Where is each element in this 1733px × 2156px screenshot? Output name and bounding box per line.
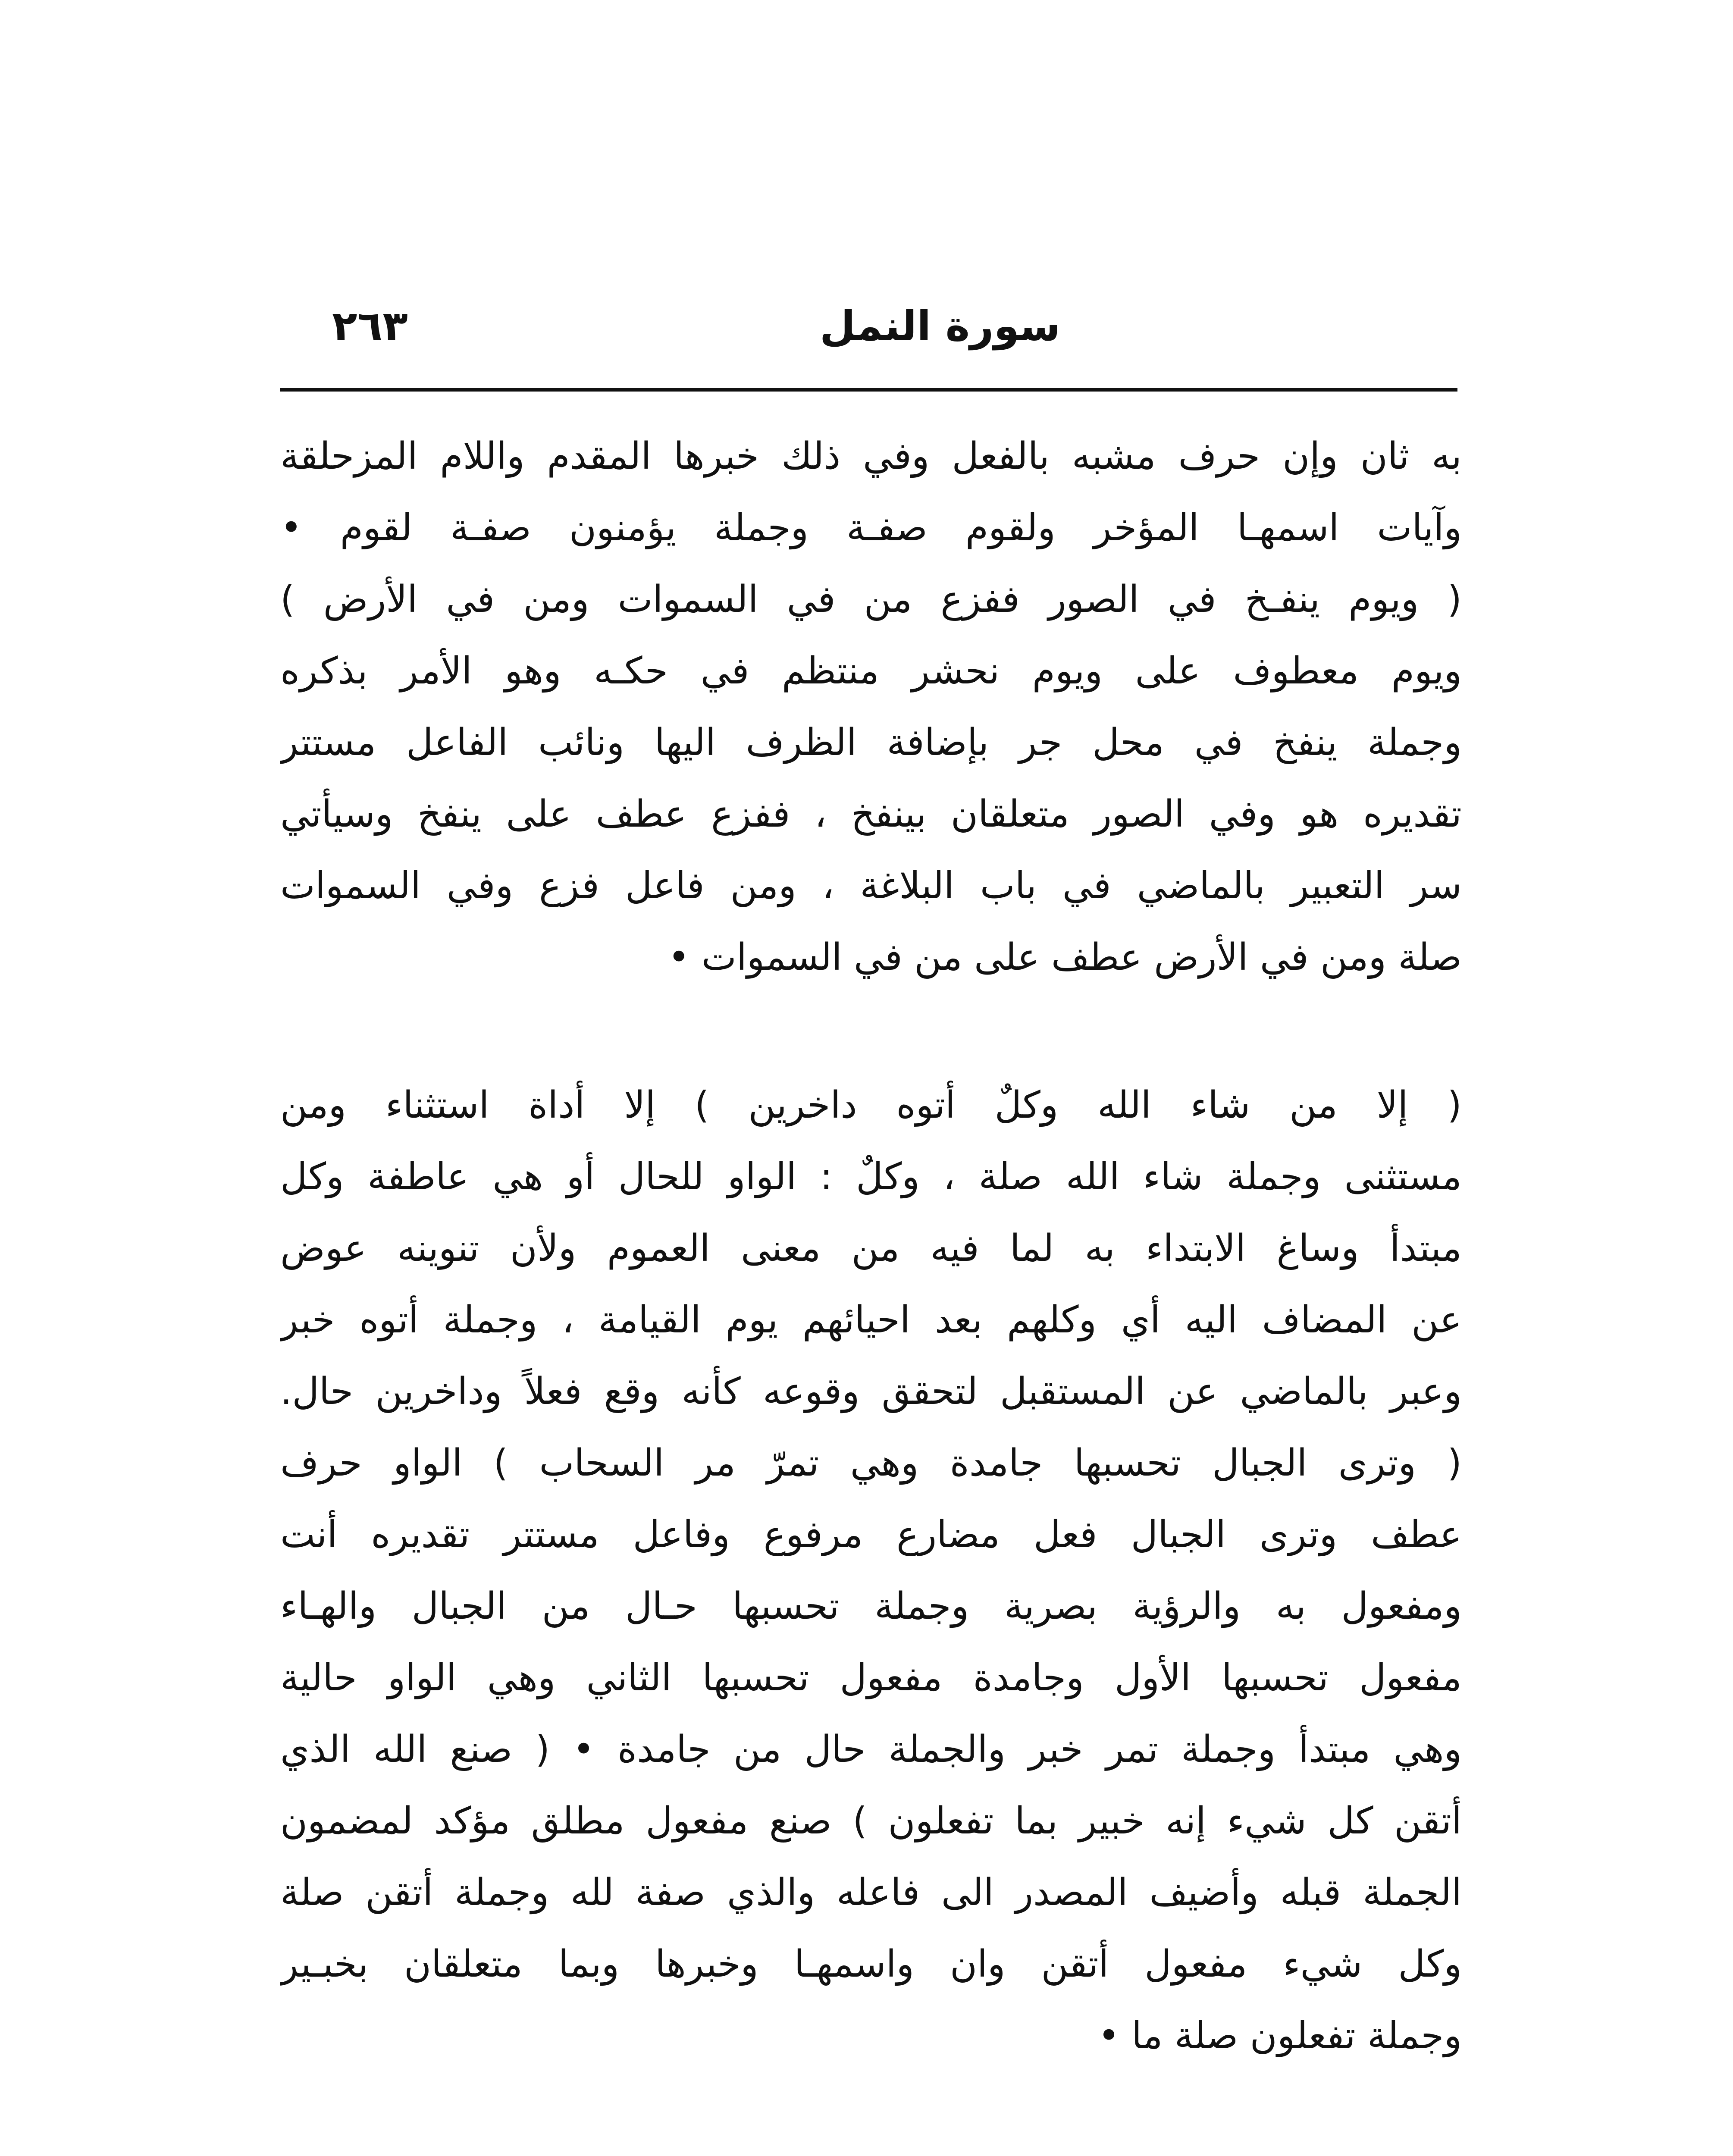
text-line: سر التعبير بالماضي في باب البلاغة ، ومن فاعل فزع وفي السموات <box>280 864 1462 907</box>
text-line: صلة ومن في الأرض عطف على من في السموات • <box>668 936 1462 979</box>
text-line: ( وترى الجبال تحسبها جامدة وهي تمرّ مر السحاب ) الواو حرف <box>280 1442 1462 1485</box>
text-line: مبتدأ وساغ الابتداء به لما فيه من معنى العموم ولأن تنوينه عوض <box>280 1227 1462 1270</box>
text-line: به ثان وإن حرف مشبه بالفعل وفي ذلك خبرها المقدم واللام المزحلقة <box>280 435 1462 478</box>
page-header <box>280 293 1457 379</box>
page-number: ٢٦٣ <box>332 302 408 350</box>
text-line: ومفعول به والرؤية بصرية وجملة تحسبها حـال من الجبال والهـاء <box>280 1585 1462 1628</box>
paragraph-1 <box>280 420 1462 993</box>
text-line: مستثنى وجملة شاء الله صلة ، وكلٌ : الواو للحال أو هي عاطفة وكل <box>280 1155 1462 1198</box>
surah-title: سورة النمل <box>819 302 1061 350</box>
text-line: وجملة ينفخ في محل جر بإضافة الظرف اليها ونائب الفاعل مستتر <box>280 721 1462 764</box>
text-line: وهي مبتدأ وجملة تمر خبر والجملة حال من جامدة • ( صنع الله الذي <box>280 1728 1462 1771</box>
text-line: تقديره هو وفي الصور متعلقان بينفخ ، ففزع عطف على ينفخ وسيأتي <box>280 793 1462 836</box>
text-line: أتقن كل شيء إنه خبير بما تفعلون ) صنع مفعول مطلق مؤكد لمضمون <box>280 1799 1462 1843</box>
text-line: وكل شيء مفعول أتقن وان واسمهـا وخبرها وبما متعلقان بخبـير <box>280 1943 1462 1986</box>
text-line: مفعول تحسبها الأول وجامدة مفعول تحسبها الثاني وهي الواو حالية <box>280 1656 1462 1699</box>
text-line: ( إلا من شاء الله وكلٌ أتوه داخرين ) إلا أداة استثناء ومن <box>280 1084 1462 1127</box>
text-line: ويوم معطوف على ويوم نحشر منتظم في حكـه وهو الأمر بذكره <box>280 649 1462 693</box>
text-line: الجملة قبله وأضيف المصدر الى فاعله والذي صفة لله وجملة أتقن صلة <box>280 1871 1462 1914</box>
text-line: وآيات اسمهـا المؤخر ولقوم صفـة وجملة يؤمنون صفـة لقوم • <box>280 506 1462 549</box>
text-line: وجملة تفعلون صلة ما • <box>1098 2014 1462 2057</box>
text-line: وعبر بالماضي عن المستقبل لتحقق وقوعه كأنه وقع فعلاً وداخرين حال. <box>280 1370 1462 1413</box>
text-line: عن المضاف اليه أي وكلهم بعد احيائهم يوم القيامة ، وجملة أتوه خبر <box>280 1298 1462 1341</box>
text-line: ( ويوم ينفـخ في الصور ففزع من في السموات ومن في الأرض ) <box>280 578 1462 621</box>
paragraph-2 <box>280 1069 1462 2071</box>
header-rule <box>280 388 1457 392</box>
text-line: عطف وترى الجبال فعل مضارع مرفوع وفاعل مستتر تقديره أنت <box>280 1513 1462 1556</box>
